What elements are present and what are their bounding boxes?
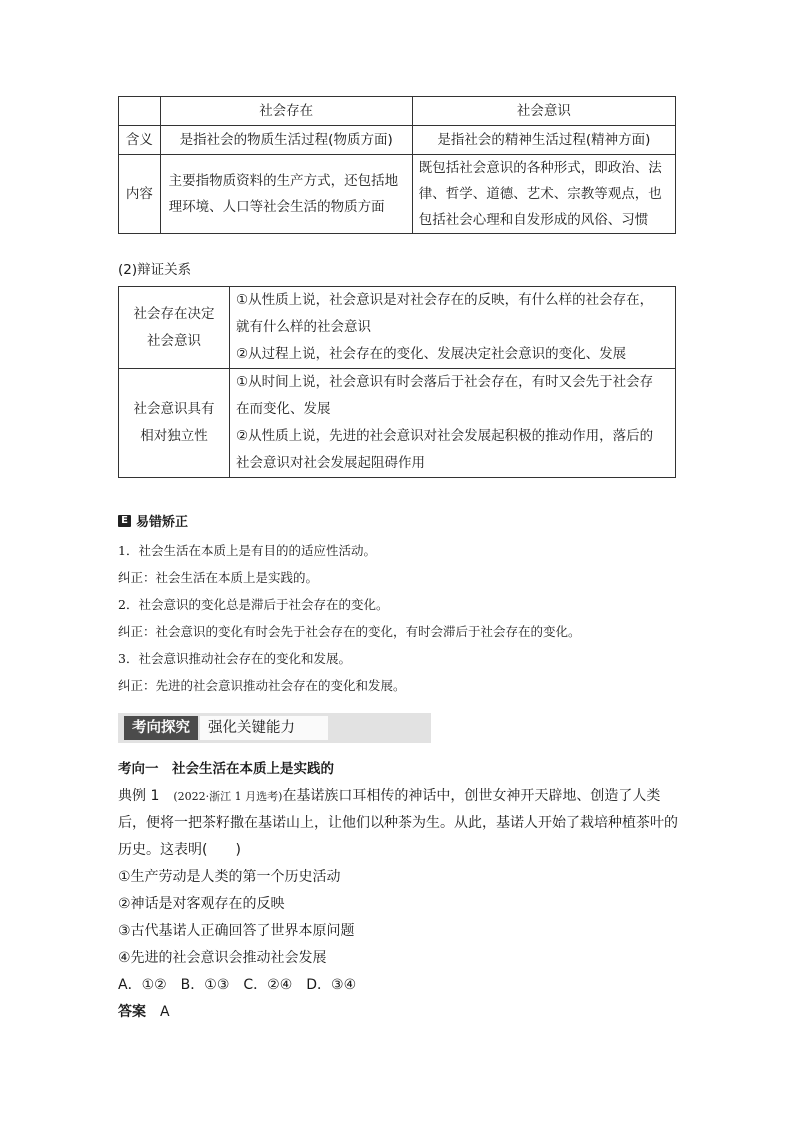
question-source: (2022·浙江 1 月选考) (173, 790, 283, 803)
table-cell (412, 155, 675, 234)
row-label (119, 287, 230, 369)
label-line: 相对独立性 (140, 428, 208, 444)
cell-line: 律、哲学、道德、艺术、宗教等观点，也 (418, 186, 662, 202)
cell-line: ①从性质上说，社会意识是对社会存在的反映，有什么样的社会存在， (236, 292, 654, 308)
row-label: 含义 (119, 126, 161, 155)
table-row (119, 97, 676, 126)
table-header-cell: 社会存在 (160, 97, 412, 126)
direction-heading (118, 756, 678, 783)
example-label: 典例 1 (118, 788, 160, 804)
cell-line: 理环境、人口等社会生活的物质方面 (168, 199, 385, 215)
answer-line (118, 999, 678, 1026)
table-cell (230, 287, 676, 369)
subheading: (2)辩证关系 (118, 262, 192, 278)
answer-label: 答案 (118, 1004, 146, 1020)
option-item: ④先进的社会意识会推动社会发展 (118, 950, 327, 966)
label-line: 社会意识 (147, 332, 201, 349)
direction-label: 考向一 (118, 761, 159, 777)
stem-line: 后，便将一把茶籽撒在基诺山上，让他们以种茶为生。从此，基诺人开始了栽培种植茶叶的 (118, 815, 678, 831)
table-cell: 是指社会的物质生活过程(物质方面) (160, 126, 412, 155)
cell-line: 就有什么样的社会意识 (236, 319, 371, 335)
cell-line: 既包括社会意识的各种形式，即政治、法 (418, 160, 662, 176)
table-corner-cell (119, 97, 161, 126)
comparison-table (118, 96, 676, 234)
table-row (119, 369, 676, 478)
table-cell (230, 369, 676, 478)
row-label (119, 369, 230, 478)
section-title: 易错矫正 (136, 515, 189, 530)
option-item: ②神话是对客观存在的反映 (118, 896, 285, 912)
cell-line: ①从时间上说，社会意识有时会落后于社会存在，有时又会先于社会存 (236, 374, 654, 390)
cell-line: ②从性质上说，先进的社会意识对社会发展起积极的推动作用，落后的 (236, 428, 654, 444)
correction-line: 纠正：社会意识的变化有时会先于社会存在的变化，有时会滞后于社会存在的变化。 (118, 624, 581, 639)
banner-left: 考向探究 (124, 716, 198, 740)
cell-line: 在而变化、发展 (236, 401, 331, 417)
error-line: 3．社会意识推动社会存在的变化和发展。 (118, 651, 351, 666)
cell-line: 主要指物质资料的生产方式，还包括地 (168, 173, 399, 189)
error-correction-heading (118, 511, 188, 530)
section-marker-icon: E (118, 515, 131, 527)
table-row (119, 155, 676, 234)
correction-line: 纠正：先进的社会意识推动社会存在的变化和发展。 (118, 678, 406, 693)
stem-text: 在基诺族口耳相传的神话中，创世女神开天辟地、创造了人类 (282, 788, 661, 804)
table-cell: 是指社会的精神生活过程(精神方面) (412, 126, 675, 155)
error-line: 1．社会生活在本质上是有目的的适应性活动。 (118, 543, 376, 558)
question-stem (118, 783, 678, 1026)
stem-line (118, 783, 678, 810)
error-line: 2．社会意识的变化总是滞后于社会存在的变化。 (118, 597, 389, 612)
table-header-cell: 社会意识 (412, 97, 675, 126)
answer-value: A (160, 1004, 170, 1020)
table-cell (160, 155, 412, 234)
option-item: ③古代基诺人正确回答了世界本原问题 (118, 923, 355, 939)
cell-line: ②从过程上说，社会存在的变化、发展决定社会意识的变化、发展 (236, 346, 627, 362)
banner-right: 强化关键能力 (200, 716, 328, 740)
label-line: 社会意识具有 (133, 401, 215, 417)
option-item: ①生产劳动是人类的第一个历史活动 (118, 869, 341, 885)
label-line: 社会存在决定 (133, 305, 215, 322)
row-label: 内容 (119, 155, 161, 234)
direction-title: 社会生活在本质上是实践的 (172, 761, 334, 777)
cell-line: 社会意识对社会发展起阻碍作用 (236, 455, 425, 471)
section-banner (118, 713, 431, 743)
cell-line: 包括社会心理和自发形成的风俗、习惯 (418, 212, 649, 228)
correction-line: 纠正：社会生活在本质上是实践的。 (118, 570, 319, 585)
table-row (119, 126, 676, 155)
dialectic-table (118, 286, 676, 478)
answer-choices: A．①② B．①③ C．②④ D．③④ (118, 977, 357, 993)
table-row (119, 287, 676, 369)
stem-line: 历史。这表明( ) (118, 842, 241, 858)
